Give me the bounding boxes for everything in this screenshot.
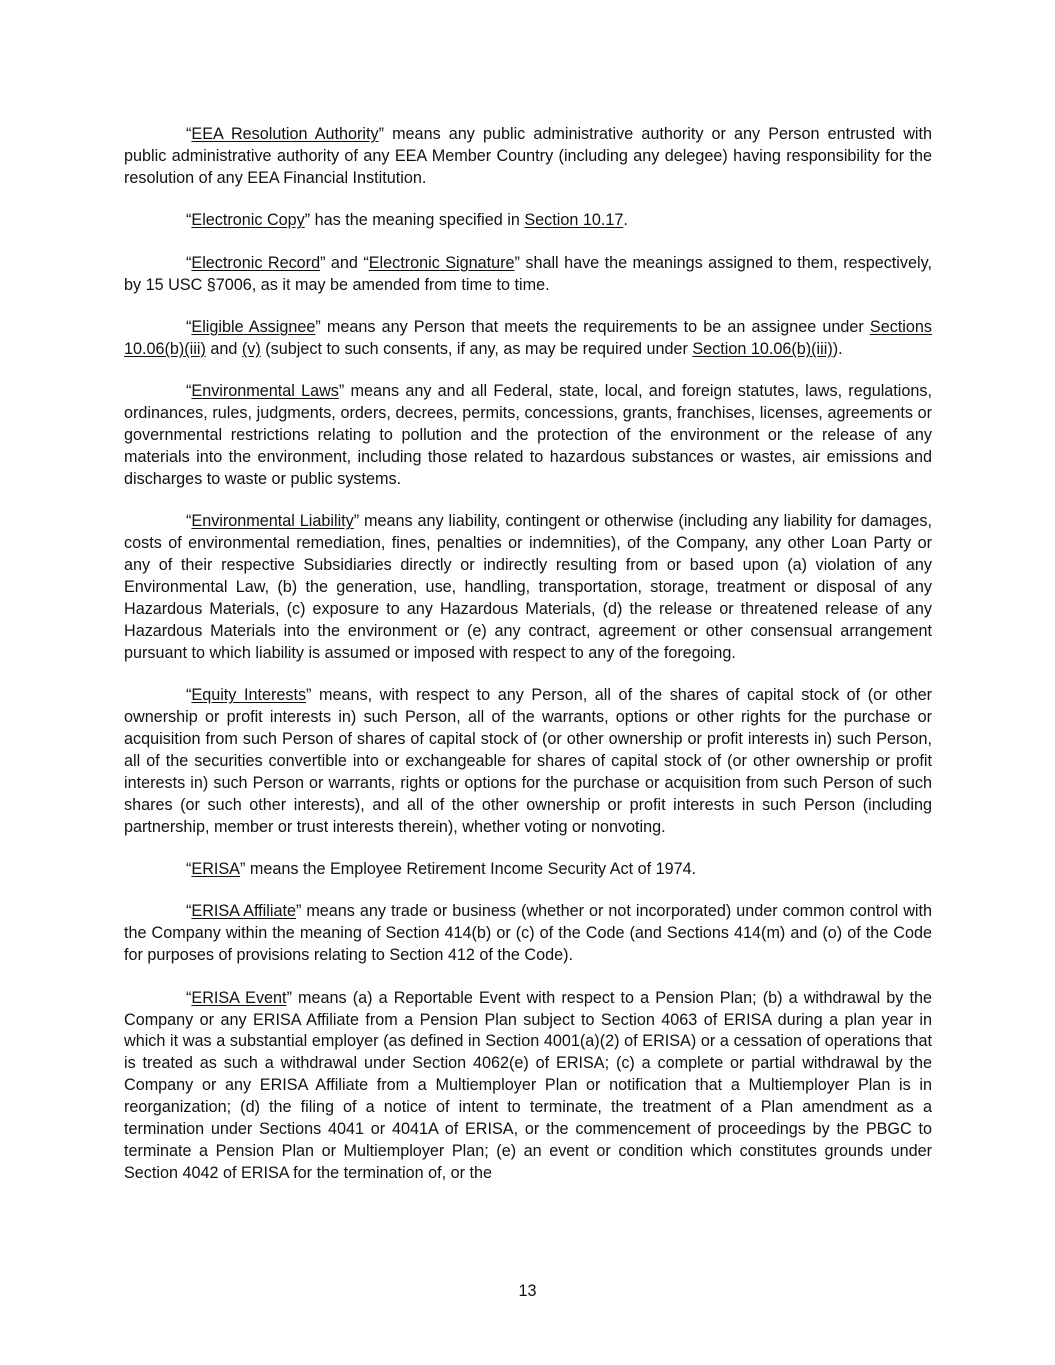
defined-term: Eligible Assignee bbox=[191, 317, 316, 336]
open-quote: “ bbox=[186, 859, 192, 878]
conjunction-text: and bbox=[325, 253, 364, 272]
section-reference: Section 10.17 bbox=[524, 211, 624, 230]
defined-term: ERISA bbox=[191, 859, 240, 878]
definition-equity-interests bbox=[124, 685, 932, 838]
open-quote: “ bbox=[186, 125, 192, 143]
open-quote: “ bbox=[186, 317, 192, 336]
open-quote: “ bbox=[186, 512, 192, 531]
definition-erisa-affiliate bbox=[124, 901, 932, 967]
definition-text: means any trade or business (whether or not incorporated) under common control with the Company within the meaning of Section 414(b) or (c) of the Code (and Sections 414(m) and (o) of the Code for purposes of provisions relating to Section 412 of the Code). bbox=[124, 902, 932, 965]
close-quote: ” bbox=[315, 317, 321, 336]
definition-text: means any public administrative authority or any Person entrusted with public administrative authority of any EEA Member Country (including any delegee) having responsibility for the resolution of any EEA Financial Institution. bbox=[124, 125, 932, 187]
section-reference: Sections 10.06(b)(iii) bbox=[124, 317, 932, 358]
definition-text: means any and all Federal, state, local, and foreign statutes, laws, regulations, ordinances, rules, judgments, orders, decrees, permits, concessions, grants, franchises, licenses, agreements or governmental restrictions relating to pollution and the protection of the environment or the release of any materials into the environment, including those related to hazardous substances or wastes, air emissions and discharges to waste or public systems. bbox=[124, 382, 932, 488]
open-quote: “ bbox=[186, 211, 192, 230]
defined-term: Electronic Signature bbox=[368, 253, 515, 272]
defined-term: Environmental Laws bbox=[191, 382, 339, 401]
defined-term: EEA Resolution Authority bbox=[191, 125, 379, 143]
close-quote: ” bbox=[304, 211, 311, 230]
open-quote: “ bbox=[186, 988, 192, 1007]
definition-environmental-liability bbox=[124, 511, 932, 664]
definition-environmental-laws bbox=[124, 381, 932, 491]
definition-text: . bbox=[623, 211, 628, 230]
section-reference: (v) bbox=[241, 339, 261, 358]
close-quote: ” bbox=[295, 902, 302, 921]
definition-text: (subject to such consents, if any, as may be required under bbox=[260, 339, 693, 358]
open-quote: “ bbox=[363, 253, 369, 272]
definition-text: means, with respect to any Person, all of the shares of capital stock of (or other ownership or profit interests in) such Person, all of the warrants, options or other rights for the purchase or acquisition from such Person of shares of capital stock of (or other ownership or profit interests in) such Person, all of the securities convertible into or exchangeable for shares of capital stock of (or other ownership or profit interests in) such Person or warrants, rights or options for the purchase or acquisition from such Person of such shares (or such other interests), and all of the other ownership or profit interests in such Person (including partnership, member or trust interests therein), whether voting or nonvoting. bbox=[124, 686, 932, 836]
close-quote: ” bbox=[306, 686, 312, 705]
definition-text: ). bbox=[832, 339, 843, 358]
close-quote: ” bbox=[239, 859, 246, 878]
close-quote: ” bbox=[320, 253, 326, 272]
definition-text: means the Employee Retirement Income Security Act of 1974. bbox=[245, 859, 697, 878]
definition-electronic-copy bbox=[124, 210, 932, 232]
definition-erisa-event bbox=[124, 988, 932, 1185]
open-quote: “ bbox=[186, 686, 192, 705]
definition-eea-resolution-authority bbox=[124, 124, 932, 190]
open-quote: “ bbox=[186, 902, 192, 921]
open-quote: “ bbox=[186, 382, 192, 401]
defined-term: Electronic Copy bbox=[191, 211, 305, 230]
definition-erisa bbox=[124, 859, 932, 881]
defined-term: Equity Interests bbox=[191, 686, 307, 705]
close-quote: ” bbox=[514, 253, 520, 272]
open-quote: “ bbox=[186, 253, 192, 272]
definition-text: means any liability, contingent or otherwise (including any liability for damages, costs of environmental remediation, fines, penalties or indemnities), of the Company, any other Loan Party or any of their respective Subsidiaries directly or indirectly resulting from or based upon (a) violation of any Environmental Law, (b) the generation, use, handling, transportation, storage, treatment or disposal of any Hazardous Materials, (c) exposure to any Hazardous Materials, (d) the release or threatened release of any Hazardous Materials into the environment or (e) any contract, agreement or other consensual arrangement pursuant to which liability is assumed or imposed with respect to any of the foregoing. bbox=[124, 512, 932, 662]
definition-text: means (a) a Reportable Event with respect to a Pension Plan; (b) a withdrawal by the Company or any ERISA Affiliate from a Pension Plan subject to Section 4063 of ERISA during a plan year in which it was a substantial employer (as defined in Section 4001(a)(2) of ERISA) or a cessation of operations that is treated as such a withdrawal under Section 4062(e) of ERISA; (c) a complete or partial withdrawal by the Company or any ERISA Affiliate from a Multiemployer Plan or notification that a Multiemployer Plan is in reorganization; (d) the filing of a notice of intent to terminate, the treatment of a Plan amendment as a termination under Sections 4041 or 4041A of ERISA, or the commencement of proceedings by the PBGC to terminate a Pension Plan or Multiemployer Plan; (e) an event or condition which constitutes grounds under Section 4042 of ERISA for the termination of, or the bbox=[124, 988, 932, 1182]
close-quote: ” bbox=[378, 125, 384, 143]
definition-eligible-assignee bbox=[124, 317, 932, 361]
definitions-section bbox=[124, 124, 932, 1205]
close-quote: ” bbox=[286, 988, 292, 1007]
page-number: 13 bbox=[518, 1282, 537, 1300]
defined-term: ERISA Event bbox=[191, 988, 287, 1007]
definition-text: means any Person that meets the requirements to be an assignee under bbox=[320, 317, 870, 336]
definition-text: and bbox=[205, 339, 242, 358]
defined-term: ERISA Affiliate bbox=[191, 902, 296, 921]
defined-term: Electronic Record bbox=[191, 253, 321, 272]
definition-electronic-record-signature bbox=[124, 253, 932, 297]
definition-text: shall have the meanings assigned to them, respectively, by 15 USC §7006, as it may be amended from time to time. bbox=[124, 253, 932, 294]
close-quote: ” bbox=[353, 512, 360, 531]
close-quote: ” bbox=[338, 382, 345, 401]
defined-term: Environmental Liability bbox=[191, 512, 354, 531]
section-reference: Section 10.06(b)(iii) bbox=[692, 339, 833, 358]
definition-text: has the meaning specified in bbox=[310, 211, 525, 230]
